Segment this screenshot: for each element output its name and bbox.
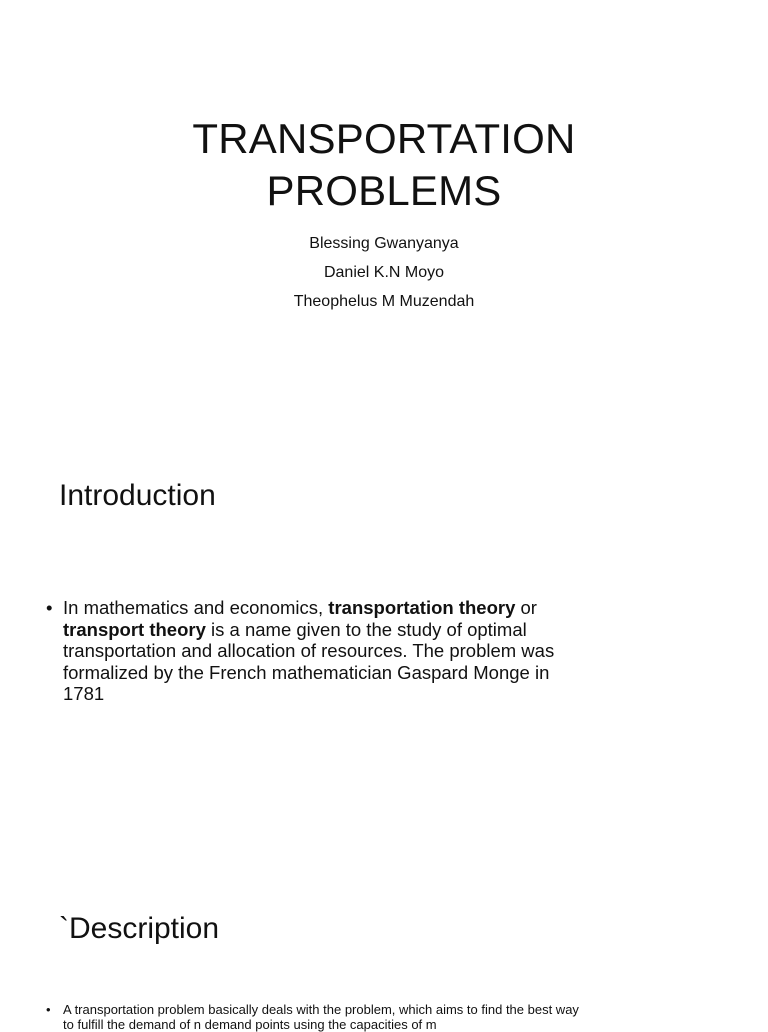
description-bullet	[46, 1002, 591, 1032]
title-slide	[0, 0, 768, 432]
intro-text-part-3: is a name given to the study of optimal transportation and allocation of resources. The problem was formalized by the French mathematician Gaspard Monge in 1781	[63, 618, 555, 704]
introduction-heading: Introduction	[59, 479, 216, 512]
author-2: Daniel K.N Moyo	[323, 264, 445, 281]
title-line-2: PROBLEMS	[266, 167, 502, 214]
introduction-bullet-text	[63, 597, 586, 705]
introduction-bullet	[46, 597, 586, 705]
introduction-slide	[0, 432, 768, 864]
author-3: Theophelus M Muzendah	[293, 293, 475, 310]
presentation-title	[0, 113, 768, 217]
description-slide	[0, 864, 768, 1032]
description-heading: `Description	[59, 912, 220, 945]
authors-list	[0, 229, 768, 316]
intro-text-part-2: or	[515, 597, 537, 618]
bullet-marker: •	[46, 1002, 51, 1017]
intro-bold-term-1: transportation theory	[328, 597, 516, 618]
title-line-1: TRANSPORTATION	[192, 115, 576, 162]
bullet-marker: •	[46, 597, 53, 618]
author-1: Blessing Gwanyanya	[309, 235, 459, 252]
intro-bold-term-2: transport theory	[63, 618, 206, 640]
intro-text-part-1: In mathematics and economics,	[63, 597, 329, 618]
description-bullet-text: A transportation problem basically deals with the problem, which aims to find the best way to fulfill the demand of n demand points using the capacities of m	[63, 1002, 579, 1032]
